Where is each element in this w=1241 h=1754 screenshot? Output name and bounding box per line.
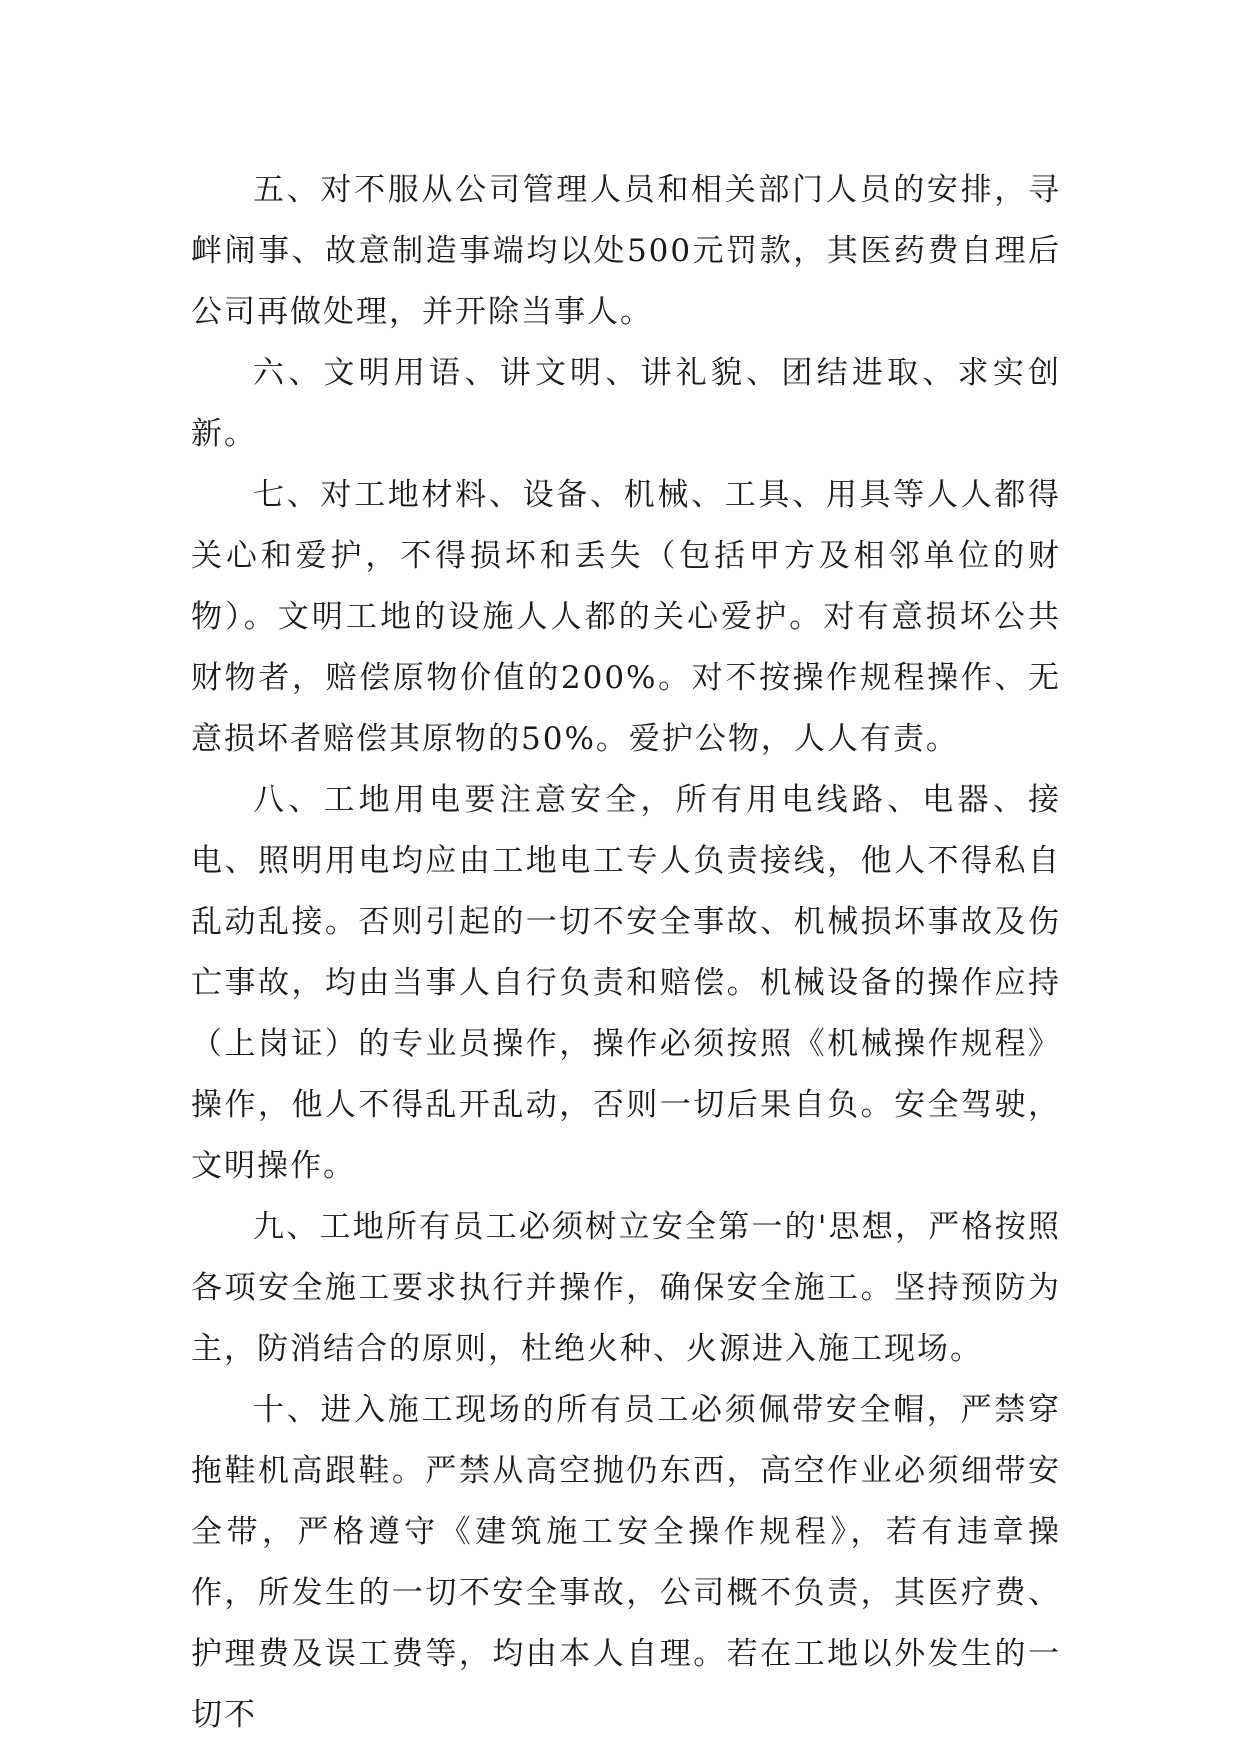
paragraph-10: 十、进入施工现场的所有员工必须佩带安全帽，严禁穿拖鞋机高跟鞋。严禁从高空抛仍东西，高空作业必须细带安全带，严格遵守《建筑施工安全操作规程》，若有违章操作，所发生的一切不安全事故，公司概不负责，其医疗费、护理费及误工费等，均由本人自理。若在工地以外发生的一切不 [191,1392,1061,1733]
paragraph-6: 六、文明用语、讲文明、讲礼貌、团结进取、求实创新。 [191,355,1061,452]
paragraph-5: 五、对不服从公司管理人员和相关部门人员的安排，寻衅闹事、故意制造事端均以处500元罚款，其医药费自理后公司再做处理，并开除当事人。 [191,172,1061,330]
document-body [191,160,1061,1746]
paragraph-7: 七、对工地材料、设备、机械、工具、用具等人人都得关心和爱护，不得损坏和丢失（包括甲方及相邻单位的财物）。文明工地的设施人人都的关心爱护。对有意损坏公共财物者，赔偿原物价值的200%。对不按操作规程操作、无意损坏者赔偿其原物的50%。爱护公物，人人有责。 [191,477,1061,757]
paragraph-9: 九、工地所有员工必须树立安全第一的'思想，严格按照各项安全施工要求执行并操作，确保安全施工。坚持预防为主，防消结合的原则，杜绝火种、火源进入施工现场。 [191,1209,1061,1367]
paragraph-8: 八、工地用电要注意安全，所有用电线路、电器、接电、照明用电均应由工地电工专人负责接线，他人不得私自乱动乱接。否则引起的一切不安全事故、机械损坏事故及伤亡事故，均由当事人自行负责和赔偿。机械设备的操作应持（上岗证）的专业员操作，操作必须按照《机械操作规程》操作，他人不得乱开乱动，否则一切后果自负。安全驾驶，文明操作。 [191,782,1061,1184]
